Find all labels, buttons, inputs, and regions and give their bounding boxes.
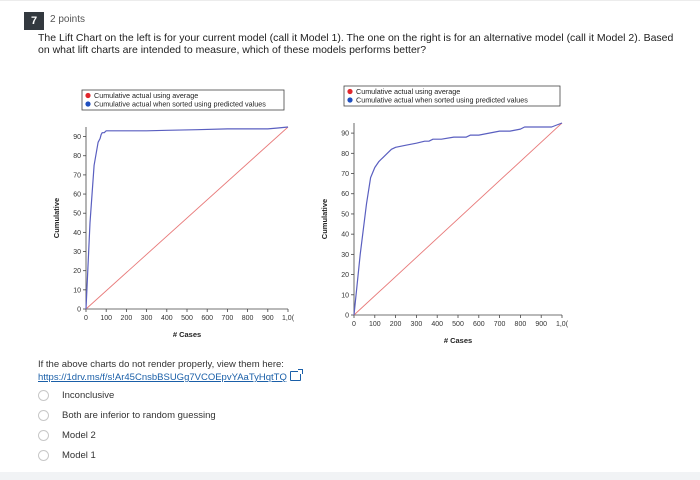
y-tick-label: 20	[341, 272, 349, 280]
option-label: Both are inferior to random guessing	[62, 409, 216, 421]
y-tick-label: 90	[341, 130, 349, 138]
y-tick-label: 20	[73, 268, 81, 276]
y-tick-label: 0	[77, 306, 81, 314]
y-tick-label: 50	[73, 210, 81, 218]
x-tick-label: 700	[493, 321, 506, 328]
x-tick-label: 600	[201, 315, 214, 322]
x-tick-label: 500	[181, 315, 193, 322]
chart-legend	[344, 86, 560, 106]
radio-icon[interactable]	[38, 430, 49, 441]
option-label: Model 2	[62, 429, 96, 441]
option-inconclusive[interactable]	[38, 385, 216, 405]
y-tick-label: 40	[341, 231, 349, 239]
x-tick-label: 400	[160, 315, 173, 322]
legend-marker	[347, 97, 352, 102]
y-tick-label: 90	[73, 134, 81, 142]
x-axis-label: # Cases	[172, 330, 202, 339]
y-tick-label: 40	[73, 229, 81, 237]
y-tick-label: 80	[341, 150, 349, 158]
legend-label: Cumulative actual using average	[94, 91, 199, 100]
question-prompt: The Lift Chart on the left is for your current model (call it Model 1). The one on the right is for an alternative model (call it Model 2). Based on what lift charts are intended to measure, which of these models performs better?	[38, 32, 674, 56]
y-tick-label: 60	[73, 191, 81, 199]
radio-icon[interactable]	[38, 390, 49, 401]
radio-icon[interactable]	[38, 410, 49, 421]
y-tick-label: 10	[341, 292, 349, 300]
x-tick-label: 900	[535, 321, 548, 328]
link-block	[38, 359, 301, 384]
footer-bar	[0, 472, 700, 480]
charts-link[interactable]: https://1drv.ms/f/s!Ar45CnsbBSUGg7VCOEpvYAaTyHqtTQ	[38, 372, 287, 383]
answer-options	[38, 385, 216, 465]
x-tick-label: 300	[140, 315, 153, 322]
option-label: Model 1	[62, 449, 96, 461]
legend-marker	[85, 93, 90, 98]
x-tick-label: 100	[100, 315, 113, 322]
y-tick-label: 60	[341, 191, 349, 199]
x-tick-label: 600	[472, 321, 485, 328]
y-tick-label: 30	[73, 249, 81, 257]
chart-svg	[306, 83, 606, 353]
series-average-line	[354, 123, 562, 315]
y-axis-label: Cumulative	[320, 198, 329, 240]
y-tick-label: 0	[345, 312, 349, 320]
x-tick-label: 800	[241, 315, 254, 322]
x-tick-label: 100	[368, 321, 381, 328]
y-axis-label: Cumulative	[52, 197, 61, 239]
y-tick-label: 70	[341, 171, 349, 179]
option-both-inferior[interactable]	[38, 405, 216, 425]
chart-svg	[38, 87, 308, 347]
x-tick-label: 500	[452, 321, 464, 328]
y-tick-label: 80	[73, 153, 81, 161]
x-tick-label: 200	[389, 321, 402, 328]
x-tick-label: 1,0(	[555, 321, 569, 328]
legend-marker	[85, 101, 90, 106]
x-tick-label: 900	[261, 315, 274, 322]
question-points: 2 points	[50, 14, 86, 25]
legend-label: Cumulative actual when sorted using predicted values	[94, 99, 266, 109]
series-average-line	[86, 127, 288, 309]
legend-label: Cumulative actual when sorted using predicted values	[356, 95, 528, 105]
lift-chart-model-1	[38, 87, 308, 352]
x-tick-label: 1,0(	[281, 315, 295, 322]
x-tick-label: 200	[120, 315, 133, 322]
y-tick-label: 70	[73, 172, 81, 180]
legend-marker	[347, 89, 352, 94]
chart-legend	[82, 90, 284, 110]
y-tick-label: 30	[341, 251, 349, 259]
radio-icon[interactable]	[38, 450, 49, 461]
x-tick-label: 700	[221, 315, 234, 322]
link-intro: If the above charts do not render properly, view them here:	[38, 359, 284, 370]
x-tick-label: 0	[84, 315, 88, 322]
y-tick-label: 10	[73, 287, 81, 295]
x-axis-label: # Cases	[443, 336, 473, 345]
option-model-2[interactable]	[38, 425, 216, 445]
lift-chart-model-2	[306, 83, 606, 358]
external-link-icon	[290, 371, 301, 381]
x-tick-label: 300	[410, 321, 423, 328]
question-number: 7	[24, 12, 44, 30]
y-tick-label: 50	[341, 211, 349, 219]
option-model-1[interactable]	[38, 445, 216, 465]
legend-label: Cumulative actual using average	[356, 87, 461, 96]
option-label: Inconclusive	[62, 389, 115, 401]
x-tick-label: 400	[431, 321, 444, 328]
x-tick-label: 0	[352, 321, 356, 328]
x-tick-label: 800	[514, 321, 527, 328]
